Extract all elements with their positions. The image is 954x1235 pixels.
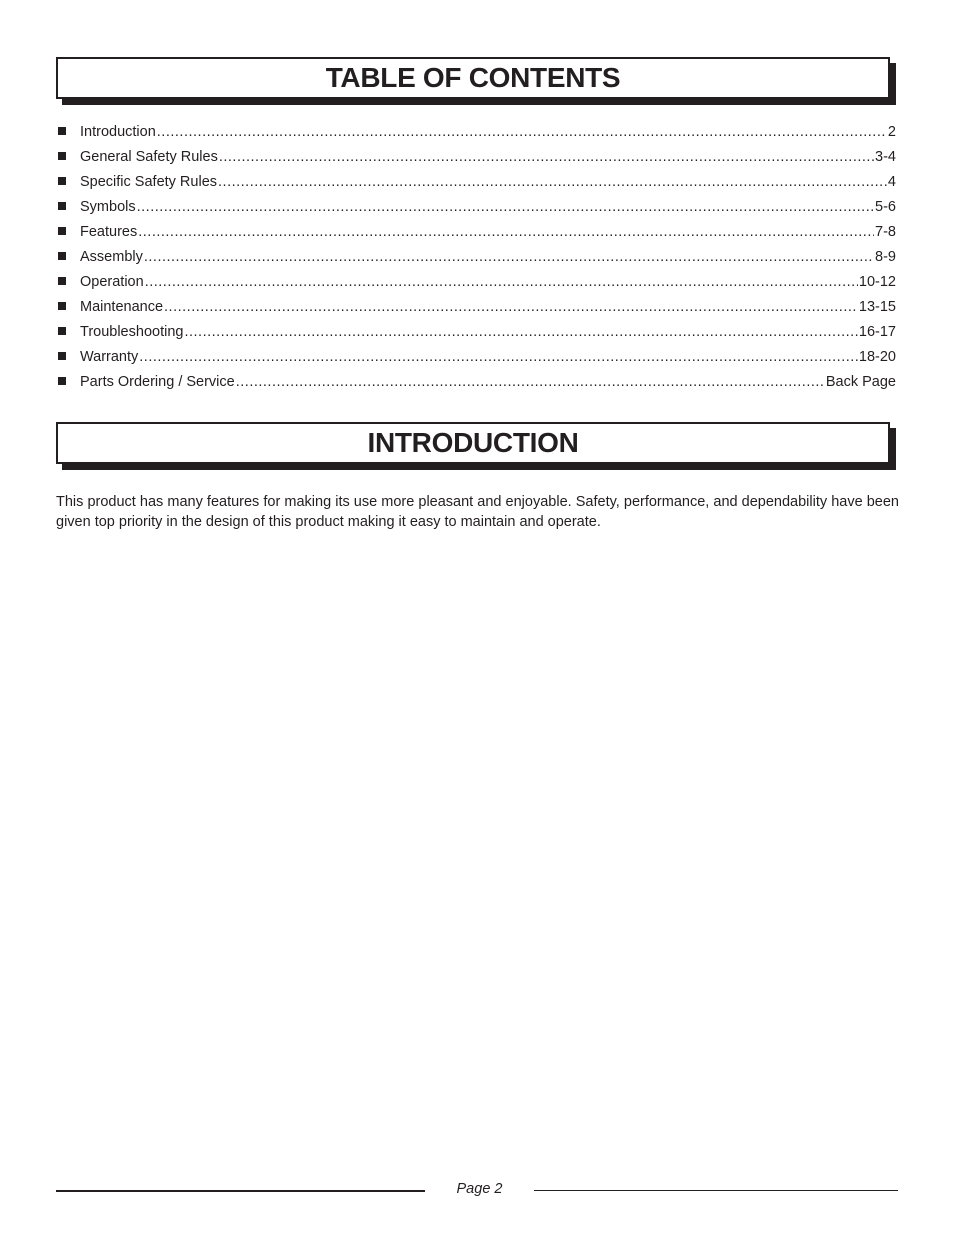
toc-entry[interactable]	[56, 345, 896, 370]
toc-entry-page: Back Page	[825, 374, 896, 390]
introduction-body: This product has many features for making its use more pleasant and enjoyable. Safety, performance, and dependability have been given top priority in the design of this product making it easy to maintain and operate.	[56, 494, 899, 530]
toc-dot-leader	[137, 195, 874, 220]
toc-entry-page: 7-8	[875, 224, 896, 240]
toc-entry-page: 18-20	[858, 349, 896, 365]
toc-dot-leader	[184, 320, 857, 345]
toc-dot-leader	[144, 245, 874, 270]
toc-entry[interactable]	[56, 245, 896, 270]
footer-rule-left	[56, 1190, 425, 1192]
square-bullet-icon	[58, 252, 66, 260]
toc-entry[interactable]	[56, 295, 896, 320]
toc-entry[interactable]	[56, 120, 896, 145]
toc-entry[interactable]	[56, 170, 896, 195]
square-bullet-icon	[58, 277, 66, 285]
square-bullet-icon	[58, 177, 66, 185]
square-bullet-icon	[58, 302, 66, 310]
toc-entry[interactable]	[56, 370, 896, 395]
toc-entry[interactable]	[56, 195, 896, 220]
introduction-heading: INTRODUCTION	[367, 427, 579, 458]
square-bullet-icon	[58, 327, 66, 335]
toc-entry-page: 13-15	[858, 299, 896, 315]
toc-dot-leader	[236, 370, 825, 395]
introduction-header-box	[56, 422, 890, 464]
toc-entry-title: Assembly	[80, 249, 143, 265]
toc-entry-page: 2	[887, 124, 896, 140]
square-bullet-icon	[58, 352, 66, 360]
toc-entry-title: Parts Ordering / Service	[80, 374, 235, 390]
toc-entry-title: Operation	[80, 274, 144, 290]
square-bullet-icon	[58, 377, 66, 385]
toc-dot-leader	[139, 345, 858, 370]
toc-entry-title: Introduction	[80, 124, 156, 140]
toc-dot-leader	[138, 220, 874, 245]
toc-list	[56, 120, 896, 395]
toc-entry[interactable]	[56, 145, 896, 170]
toc-entry[interactable]	[56, 220, 896, 245]
toc-entry-title: Symbols	[80, 199, 136, 215]
toc-entry-page: 3-4	[875, 149, 896, 165]
toc-entry-page: 4	[887, 174, 896, 190]
toc-dot-leader	[218, 170, 887, 195]
toc-entry-title: Warranty	[80, 349, 139, 365]
square-bullet-icon	[58, 127, 66, 135]
page-number: Page 2	[456, 1181, 503, 1197]
square-bullet-icon	[58, 202, 66, 210]
toc-heading: TABLE OF CONTENTS	[325, 62, 621, 93]
toc-entry-title: Specific Safety Rules	[80, 174, 218, 190]
toc-entry-title: General Safety Rules	[80, 149, 218, 165]
toc-dot-leader	[145, 270, 858, 295]
toc-dot-leader	[157, 120, 887, 145]
toc-header-box	[56, 57, 890, 99]
toc-dot-leader	[219, 145, 874, 170]
footer-rule-right	[534, 1190, 898, 1191]
toc-entry-page: 10-12	[858, 274, 896, 290]
square-bullet-icon	[58, 227, 66, 235]
toc-entry-title: Maintenance	[80, 299, 164, 315]
square-bullet-icon	[58, 152, 66, 160]
toc-entry-page: 8-9	[875, 249, 896, 265]
toc-entry[interactable]	[56, 270, 896, 295]
toc-entry-title: Troubleshooting	[80, 324, 184, 340]
toc-entry-page: 16-17	[858, 324, 896, 340]
toc-entry-page: 5-6	[875, 199, 896, 215]
toc-entry[interactable]	[56, 320, 896, 345]
toc-dot-leader	[164, 295, 858, 320]
toc-entry-title: Features	[80, 224, 138, 240]
